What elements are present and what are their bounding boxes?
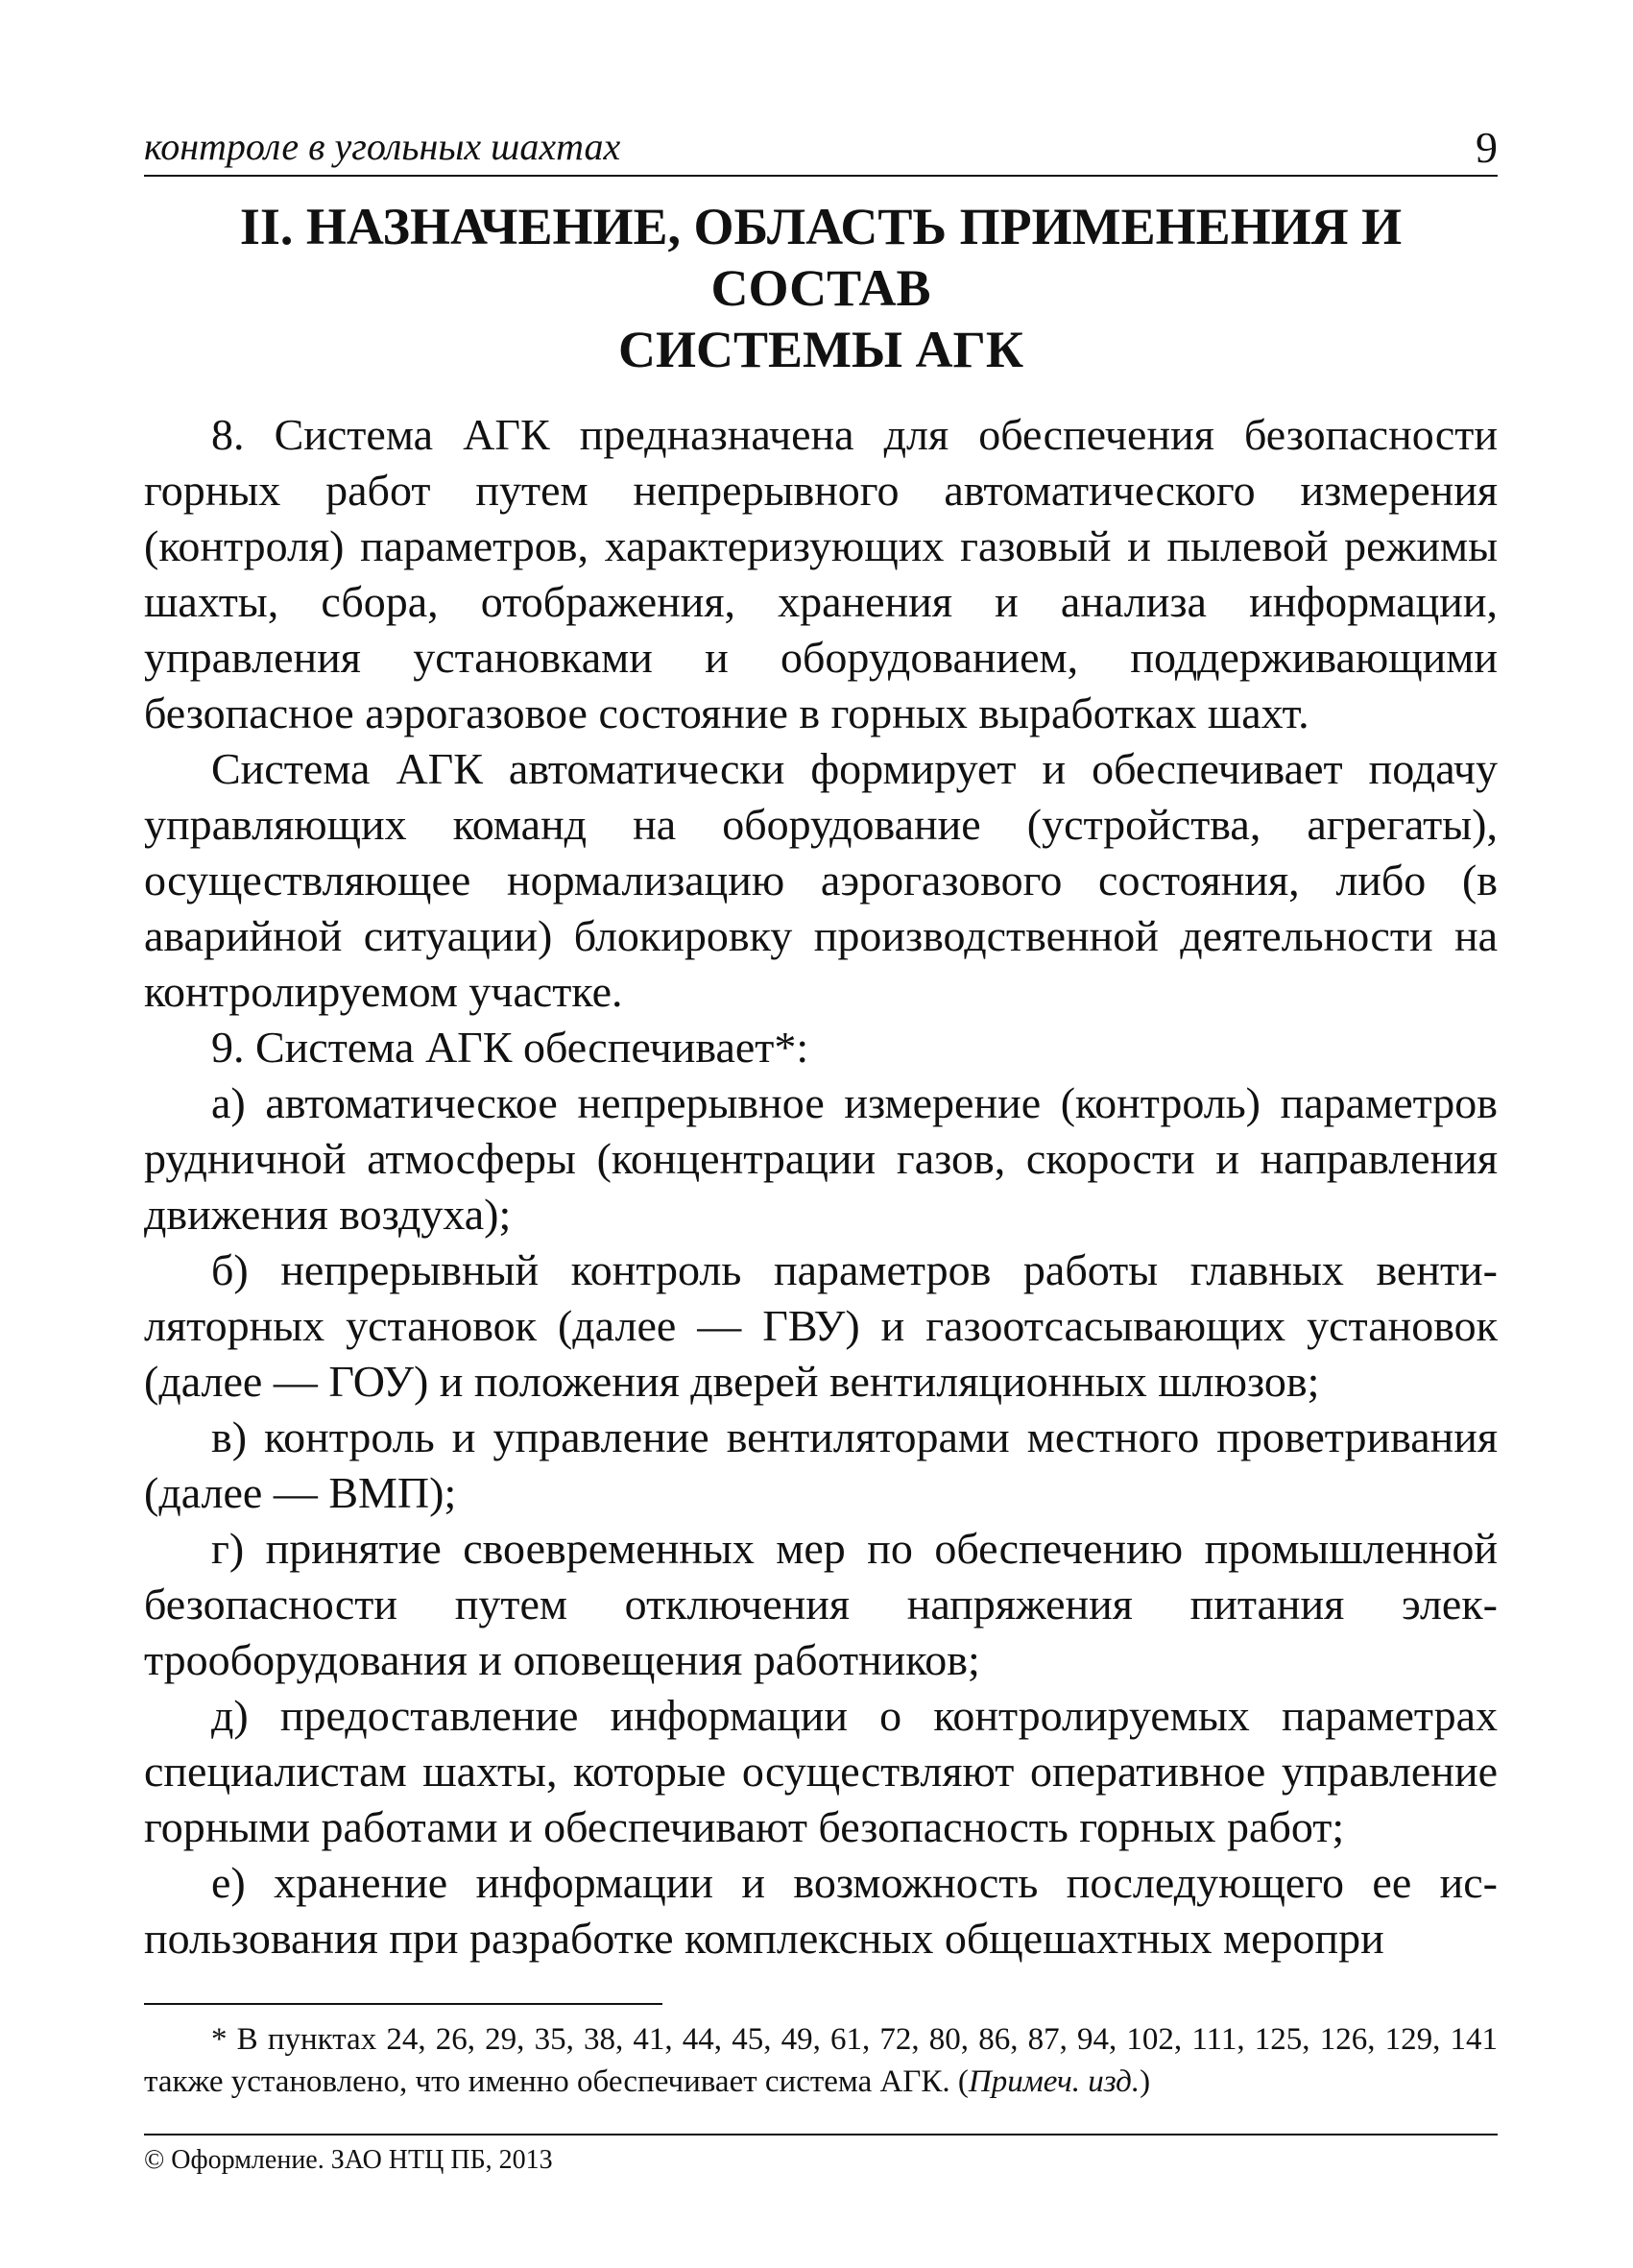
copyright: © Оформление. ЗАО НТЦ ПБ, 2013	[144, 2145, 553, 2175]
list-item-d: д) предоставление информации о контролируемых параметрах специалистам шахты, которые осуществляют оперативное управление горными работами и обеспечивают безопасность горных работ;	[144, 1691, 1498, 1851]
list-item-e: е) хранение информации и возможность последующего ее использования при разработке комплексных общешахтных меропри	[144, 1858, 1498, 1963]
paragraph-8-continued: Система АГК автоматически формирует и обеспечивает подачу управляющих команд на оборудование (устройства, агрегаты), осуществляющее нормализацию аэрогазового состояния, либо (в аварийной ситуации) блокировку производственной деятельности на контролируемом участке.	[144, 744, 1498, 1016]
page-number: 9	[1476, 123, 1498, 172]
list-item-v: в) контроль и управление вентиляторами местного проветривания (далее — ВМП);	[144, 1412, 1498, 1517]
body-text	[144, 407, 1498, 1966]
section-title	[144, 196, 1498, 380]
page	[144, 115, 1498, 2176]
list-item-a: а) автоматическое непрерывное измерение (контроль) параметров рудничной атмосферы (концентрации газов, скорости и направления движения воздуха);	[144, 1078, 1498, 1239]
footnote-divider	[144, 2003, 662, 2005]
section-title-line-2: СИСТЕМЫ АГК	[617, 321, 1024, 378]
running-header	[144, 115, 1498, 177]
paragraph-9: 9. Система АГК обеспечивает*:	[211, 1023, 809, 1072]
footnote-editor-note: Примеч. изд.	[968, 2064, 1141, 2099]
section-title-line-1: II. НАЗНАЧЕНИЕ, ОБЛАСТЬ ПРИМЕНЕНИЯ И СОСТАВ	[239, 198, 1403, 317]
list-item-g: г) принятие своевременных мер по обеспечению промышленной безопасности путем отключения напряжения питания электрооборудования и оповещения работников;	[144, 1524, 1498, 1684]
footnote	[144, 2018, 1498, 2103]
copyright-divider	[144, 2134, 1498, 2135]
footnote-close: )	[1140, 2064, 1151, 2099]
footnote-text: * В пунктах 24, 26, 29, 35, 38, 41, 44, 45, 49, 61, 72, 80, 86, 87, 94, 102, 111, 125, 126, 129, 141 также установлено, что именно обеспечивает система АГК. (	[144, 2022, 1498, 2099]
list-item-b: б) непрерывный контроль параметров работы главных вентиляторных установок (далее — ГВУ) и газоотсасывающих установок (далее — ГОУ) и положения дверей вентиляционных шлюзов;	[144, 1245, 1498, 1406]
paragraph-8: 8. Система АГК предназначена для обеспечения безопасности горных работ путем непрерывного автоматического измерения (контроля) параметров, характеризующих газовый и пылевой режимы шахты, сбора, отображения, хранения и анализа информации, управления установками и оборудованием, поддерживающими безопасное аэрогазовое состояние в горных выработках шахт.	[144, 410, 1498, 737]
running-title: контроле в угольных шахтах	[144, 125, 621, 168]
